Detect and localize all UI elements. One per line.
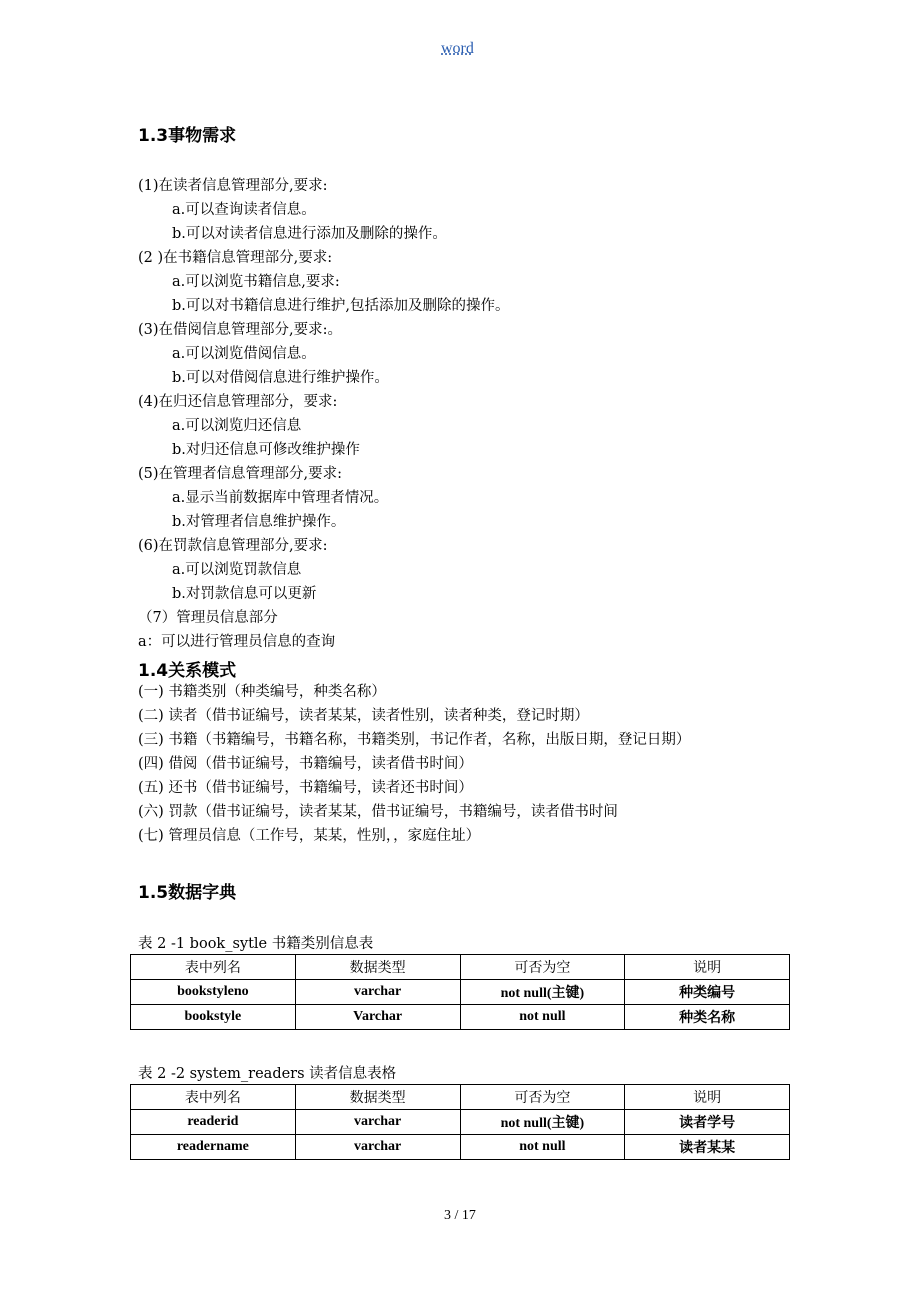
requirement-line: a.可以浏览书籍信息,要求: (172, 274, 340, 290)
requirement-line: a.可以浏览归还信息 (172, 418, 302, 434)
table-cell: bookstyleno (131, 980, 296, 1005)
table-cell: readerid (131, 1110, 296, 1135)
data-table-system-readers (130, 1084, 790, 1160)
requirement-line: （7）管理员信息部分 (138, 610, 278, 626)
requirement-line: (6)在罚款信息管理部分,要求: (138, 538, 328, 554)
requirement-line: (1)在读者信息管理部分,要求: (138, 178, 328, 194)
section-heading-1-4: 1.4关系模式 (138, 661, 237, 681)
header-word-link[interactable]: word (441, 40, 474, 57)
relation-line: (七) 管理员信息（工作号，某某，性别，，家庭住址） (138, 828, 481, 844)
table-cell: not null (460, 1005, 625, 1030)
table-row (131, 980, 790, 1005)
table-cell: readername (131, 1135, 296, 1160)
table-cell: 读者某某 (625, 1135, 790, 1160)
page-number: 3 / 17 (444, 1208, 476, 1223)
relation-line: (四) 借阅（借书证编号，书籍编号，读者借书时间） (138, 756, 473, 772)
relation-line: (一) 书籍类别（种类编号，种类名称） (138, 684, 386, 700)
table-cell: varchar (295, 980, 460, 1005)
table-header-cell: 表中列名 (131, 1085, 296, 1110)
requirement-line: (4)在归还信息管理部分，要求: (138, 394, 338, 410)
table-row (131, 1005, 790, 1030)
table-row (131, 1135, 790, 1160)
requirement-line: (5)在管理者信息管理部分,要求: (138, 466, 343, 482)
requirement-line: b.对归还信息可修改维护操作 (172, 442, 360, 458)
requirement-line: a.可以查询读者信息。 (172, 202, 316, 218)
table-cell: 种类名称 (625, 1005, 790, 1030)
table-header-cell: 表中列名 (131, 955, 296, 980)
table-cell: bookstyle (131, 1005, 296, 1030)
table-cell: not null(主键) (460, 1110, 625, 1135)
requirement-line: a：可以进行管理员信息的查询 (138, 634, 336, 650)
table-row (131, 1110, 790, 1135)
table-header-cell: 数据类型 (295, 1085, 460, 1110)
table-cell: varchar (295, 1135, 460, 1160)
table-header-cell: 可否为空 (460, 1085, 625, 1110)
requirement-line: a.可以浏览借阅信息。 (172, 346, 316, 362)
data-table-book-style (130, 954, 790, 1030)
relation-line: (三) 书籍（书籍编号，书籍名称，书籍类别，书记作者，名称，出版日期，登记日期） (138, 732, 691, 748)
table-cell: 读者学号 (625, 1110, 790, 1135)
table-caption: 表 2 -1 book_sytle 书籍类别信息表 (138, 936, 374, 952)
requirement-line: a.显示当前数据库中管理者情况。 (172, 490, 389, 506)
table-header-row (131, 955, 790, 980)
requirement-line: b.可以对借阅信息进行维护操作。 (172, 370, 389, 386)
requirement-line: b.可以对读者信息进行添加及删除的操作。 (172, 226, 447, 242)
table-header-cell: 说明 (625, 955, 790, 980)
relation-line: (五) 还书（借书证编号，书籍编号，读者还书时间） (138, 780, 473, 796)
table-cell: varchar (295, 1110, 460, 1135)
section-heading-1-3: 1.3事物需求 (138, 126, 237, 146)
table-cell: 种类编号 (625, 980, 790, 1005)
table-cell: Varchar (295, 1005, 460, 1030)
requirement-line: a.可以浏览罚款信息 (172, 562, 302, 578)
relation-line: (二) 读者（借书证编号，读者某某，读者性别，读者种类，登记时期） (138, 708, 589, 724)
requirement-line: b.对罚款信息可以更新 (172, 586, 317, 602)
table-header-cell: 数据类型 (295, 955, 460, 980)
table-caption: 表 2 -2 system_readers 读者信息表格 (138, 1066, 397, 1082)
relation-line: (六) 罚款（借书证编号，读者某某，借书证编号，书籍编号，读者借书时间 (138, 804, 618, 820)
table-header-cell: 说明 (625, 1085, 790, 1110)
table-header-row (131, 1085, 790, 1110)
requirement-line: b.对管理者信息维护操作。 (172, 514, 346, 530)
requirement-line: (2 )在书籍信息管理部分,要求: (138, 250, 333, 266)
table-cell: not null (460, 1135, 625, 1160)
table-cell: not null(主键) (460, 980, 625, 1005)
table-header-cell: 可否为空 (460, 955, 625, 980)
section-heading-1-5: 1.5数据字典 (138, 883, 237, 903)
requirement-line: b.可以对书籍信息进行维护,包括添加及删除的操作。 (172, 298, 510, 314)
requirement-line: (3)在借阅信息管理部分,要求:。 (138, 322, 343, 338)
